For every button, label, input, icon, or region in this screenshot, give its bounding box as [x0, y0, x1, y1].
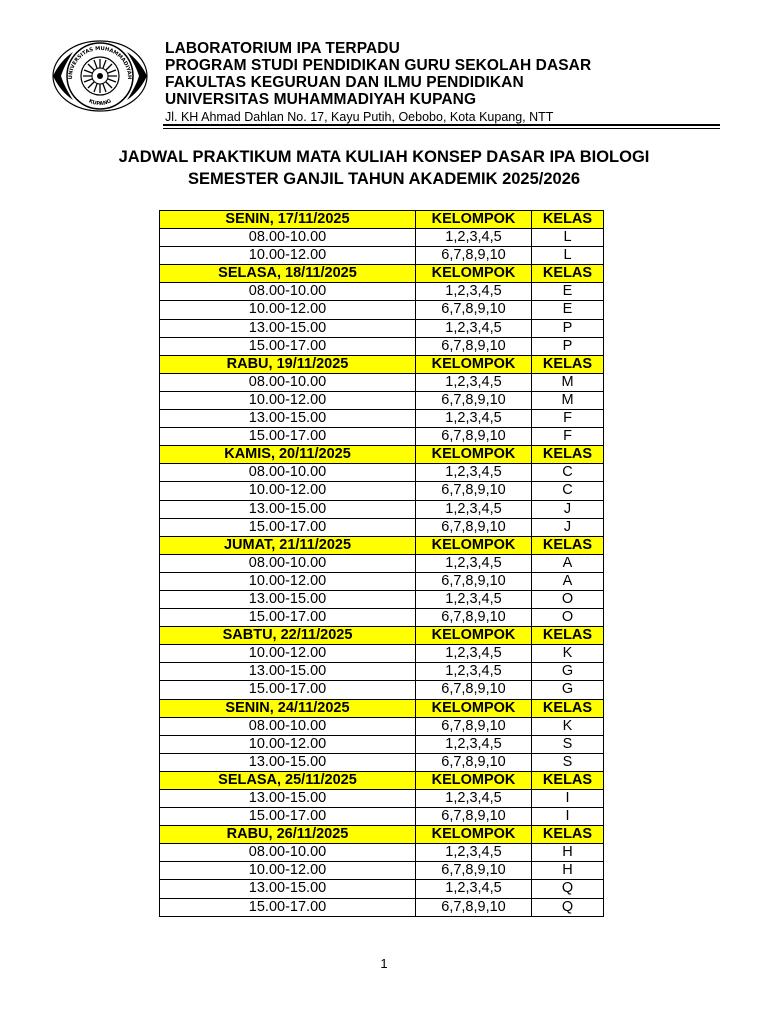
group-cell: 6,7,8,9,10: [416, 247, 532, 265]
letterhead-line: PROGRAM STUDI PENDIDIKAN GURU SEKOLAH DASAR: [165, 57, 592, 74]
time-cell: 13.00-15.00: [160, 753, 416, 771]
day-header-row: [160, 826, 604, 844]
group-header: KELOMPOK: [416, 265, 532, 283]
class-header: KELAS: [532, 536, 604, 554]
table-row: [160, 681, 604, 699]
table-row: [160, 500, 604, 518]
class-cell: M: [532, 391, 604, 409]
group-cell: 6,7,8,9,10: [416, 482, 532, 500]
class-cell: C: [532, 464, 604, 482]
schedule-table: [159, 210, 604, 917]
logo-text-bottom: KUPANG: [87, 98, 113, 108]
time-cell: 15.00-17.00: [160, 428, 416, 446]
time-cell: 15.00-17.00: [160, 898, 416, 916]
page-number: 1: [380, 956, 388, 971]
group-cell: 1,2,3,4,5: [416, 790, 532, 808]
group-cell: 1,2,3,4,5: [416, 844, 532, 862]
time-cell: 10.00-12.00: [160, 862, 416, 880]
day-label: JUMAT, 21/11/2025: [160, 536, 416, 554]
time-cell: 08.00-10.00: [160, 844, 416, 862]
group-header: KELOMPOK: [416, 826, 532, 844]
group-cell: 1,2,3,4,5: [416, 464, 532, 482]
class-cell: F: [532, 428, 604, 446]
class-cell: Q: [532, 898, 604, 916]
time-cell: 15.00-17.00: [160, 518, 416, 536]
group-cell: 1,2,3,4,5: [416, 500, 532, 518]
class-cell: G: [532, 663, 604, 681]
class-cell: J: [532, 500, 604, 518]
group-cell: 6,7,8,9,10: [416, 572, 532, 590]
table-row: [160, 663, 604, 681]
time-cell: 15.00-17.00: [160, 609, 416, 627]
letterhead-line: LABORATORIUM IPA TERPADU: [165, 40, 400, 57]
class-header: KELAS: [532, 771, 604, 789]
table-row: [160, 790, 604, 808]
class-cell: L: [532, 229, 604, 247]
class-cell: O: [532, 590, 604, 608]
table-row: [160, 301, 604, 319]
group-cell: 1,2,3,4,5: [416, 590, 532, 608]
group-cell: 6,7,8,9,10: [416, 898, 532, 916]
table-row: [160, 808, 604, 826]
class-header: KELAS: [532, 265, 604, 283]
group-header: KELOMPOK: [416, 627, 532, 645]
time-cell: 15.00-17.00: [160, 681, 416, 699]
table-row: [160, 590, 604, 608]
table-row: [160, 645, 604, 663]
day-label: SENIN, 24/11/2025: [160, 699, 416, 717]
day-header-row: [160, 265, 604, 283]
class-cell: C: [532, 482, 604, 500]
class-header: KELAS: [532, 826, 604, 844]
university-logo: [51, 39, 149, 113]
class-cell: M: [532, 373, 604, 391]
time-cell: 10.00-12.00: [160, 482, 416, 500]
group-cell: 6,7,8,9,10: [416, 681, 532, 699]
day-header-row: [160, 536, 604, 554]
class-cell: O: [532, 609, 604, 627]
group-cell: 1,2,3,4,5: [416, 735, 532, 753]
time-cell: 13.00-15.00: [160, 500, 416, 518]
group-cell: 1,2,3,4,5: [416, 663, 532, 681]
table-row: [160, 247, 604, 265]
group-header: KELOMPOK: [416, 536, 532, 554]
group-cell: 6,7,8,9,10: [416, 609, 532, 627]
table-row: [160, 572, 604, 590]
time-cell: 08.00-10.00: [160, 554, 416, 572]
group-cell: 1,2,3,4,5: [416, 283, 532, 301]
group-cell: 6,7,8,9,10: [416, 301, 532, 319]
class-cell: A: [532, 554, 604, 572]
class-cell: H: [532, 844, 604, 862]
time-cell: 13.00-15.00: [160, 663, 416, 681]
class-cell: Q: [532, 880, 604, 898]
group-cell: 6,7,8,9,10: [416, 391, 532, 409]
class-cell: I: [532, 808, 604, 826]
day-header-row: [160, 211, 604, 229]
time-cell: 08.00-10.00: [160, 464, 416, 482]
class-cell: K: [532, 645, 604, 663]
class-cell: K: [532, 717, 604, 735]
class-cell: E: [532, 301, 604, 319]
table-row: [160, 898, 604, 916]
letterhead-address: Jl. KH Ahmad Dahlan No. 17, Kayu Putih, Oebobo, Kota Kupang, NTT: [165, 110, 554, 124]
group-cell: 6,7,8,9,10: [416, 808, 532, 826]
svg-text:KUPANG: [88, 98, 113, 107]
time-cell: 08.00-10.00: [160, 717, 416, 735]
table-row: [160, 753, 604, 771]
time-cell: 10.00-12.00: [160, 301, 416, 319]
letterhead-line: UNIVERSITAS MUHAMMADIYAH KUPANG: [165, 91, 477, 108]
day-label: SELASA, 18/11/2025: [160, 265, 416, 283]
logo-text-top: UNIVERSITAS MUHAMMADIYAH: [67, 45, 133, 80]
table-row: [160, 428, 604, 446]
class-header: KELAS: [532, 211, 604, 229]
class-header: KELAS: [532, 699, 604, 717]
table-row: [160, 410, 604, 428]
time-cell: 13.00-15.00: [160, 319, 416, 337]
class-cell: H: [532, 862, 604, 880]
table-row: [160, 518, 604, 536]
class-cell: J: [532, 518, 604, 536]
group-header: KELOMPOK: [416, 355, 532, 373]
table-row: [160, 337, 604, 355]
class-header: KELAS: [532, 627, 604, 645]
table-row: [160, 283, 604, 301]
time-cell: 08.00-10.00: [160, 229, 416, 247]
time-cell: 10.00-12.00: [160, 735, 416, 753]
group-cell: 6,7,8,9,10: [416, 862, 532, 880]
table-row: [160, 862, 604, 880]
time-cell: 15.00-17.00: [160, 337, 416, 355]
table-row: [160, 373, 604, 391]
group-cell: 1,2,3,4,5: [416, 880, 532, 898]
time-cell: 10.00-12.00: [160, 572, 416, 590]
day-header-row: [160, 771, 604, 789]
schedule-table-body: [160, 211, 604, 917]
group-cell: 6,7,8,9,10: [416, 428, 532, 446]
day-label: RABU, 19/11/2025: [160, 355, 416, 373]
day-label: RABU, 26/11/2025: [160, 826, 416, 844]
group-header: KELOMPOK: [416, 699, 532, 717]
time-cell: 13.00-15.00: [160, 880, 416, 898]
day-header-row: [160, 446, 604, 464]
group-header: KELOMPOK: [416, 211, 532, 229]
time-cell: 15.00-17.00: [160, 808, 416, 826]
table-row: [160, 735, 604, 753]
table-row: [160, 464, 604, 482]
class-cell: S: [532, 753, 604, 771]
time-cell: 10.00-12.00: [160, 247, 416, 265]
time-cell: 13.00-15.00: [160, 410, 416, 428]
letterhead-rule-thick: [163, 124, 720, 126]
table-row: [160, 391, 604, 409]
time-cell: 13.00-15.00: [160, 590, 416, 608]
day-label: SENIN, 17/11/2025: [160, 211, 416, 229]
table-row: [160, 880, 604, 898]
group-cell: 1,2,3,4,5: [416, 645, 532, 663]
table-row: [160, 609, 604, 627]
table-row: [160, 717, 604, 735]
class-cell: P: [532, 337, 604, 355]
group-cell: 1,2,3,4,5: [416, 373, 532, 391]
table-row: [160, 554, 604, 572]
letterhead: [165, 40, 591, 125]
document-title-line2: SEMESTER GANJIL TAHUN AKADEMIK 2025/2026: [187, 170, 581, 188]
letterhead-line: FAKULTAS KEGURUAN DAN ILMU PENDIDIKAN: [165, 74, 524, 91]
day-header-row: [160, 699, 604, 717]
group-cell: 1,2,3,4,5: [416, 229, 532, 247]
group-header: KELOMPOK: [416, 446, 532, 464]
table-row: [160, 844, 604, 862]
table-row: [160, 319, 604, 337]
time-cell: 10.00-12.00: [160, 645, 416, 663]
group-cell: 6,7,8,9,10: [416, 753, 532, 771]
class-cell: S: [532, 735, 604, 753]
day-header-row: [160, 627, 604, 645]
class-header: KELAS: [532, 355, 604, 373]
letterhead-rule-thin: [163, 128, 720, 129]
group-cell: 6,7,8,9,10: [416, 717, 532, 735]
group-cell: 1,2,3,4,5: [416, 319, 532, 337]
time-cell: 13.00-15.00: [160, 790, 416, 808]
day-label: SELASA, 25/11/2025: [160, 771, 416, 789]
group-cell: 1,2,3,4,5: [416, 410, 532, 428]
time-cell: 08.00-10.00: [160, 373, 416, 391]
time-cell: 10.00-12.00: [160, 391, 416, 409]
class-cell: G: [532, 681, 604, 699]
day-label: SABTU, 22/11/2025: [160, 627, 416, 645]
day-label: KAMIS, 20/11/2025: [160, 446, 416, 464]
class-cell: I: [532, 790, 604, 808]
group-cell: 6,7,8,9,10: [416, 337, 532, 355]
table-row: [160, 229, 604, 247]
group-header: KELOMPOK: [416, 771, 532, 789]
group-cell: 6,7,8,9,10: [416, 518, 532, 536]
document-title-line1: JADWAL PRAKTIKUM MATA KULIAH KONSEP DASAR IPA BIOLOGI: [118, 148, 650, 166]
class-header: KELAS: [532, 446, 604, 464]
table-row: [160, 482, 604, 500]
class-cell: E: [532, 283, 604, 301]
group-cell: 1,2,3,4,5: [416, 554, 532, 572]
day-header-row: [160, 355, 604, 373]
class-cell: P: [532, 319, 604, 337]
time-cell: 08.00-10.00: [160, 283, 416, 301]
class-cell: A: [532, 572, 604, 590]
class-cell: F: [532, 410, 604, 428]
class-cell: L: [532, 247, 604, 265]
